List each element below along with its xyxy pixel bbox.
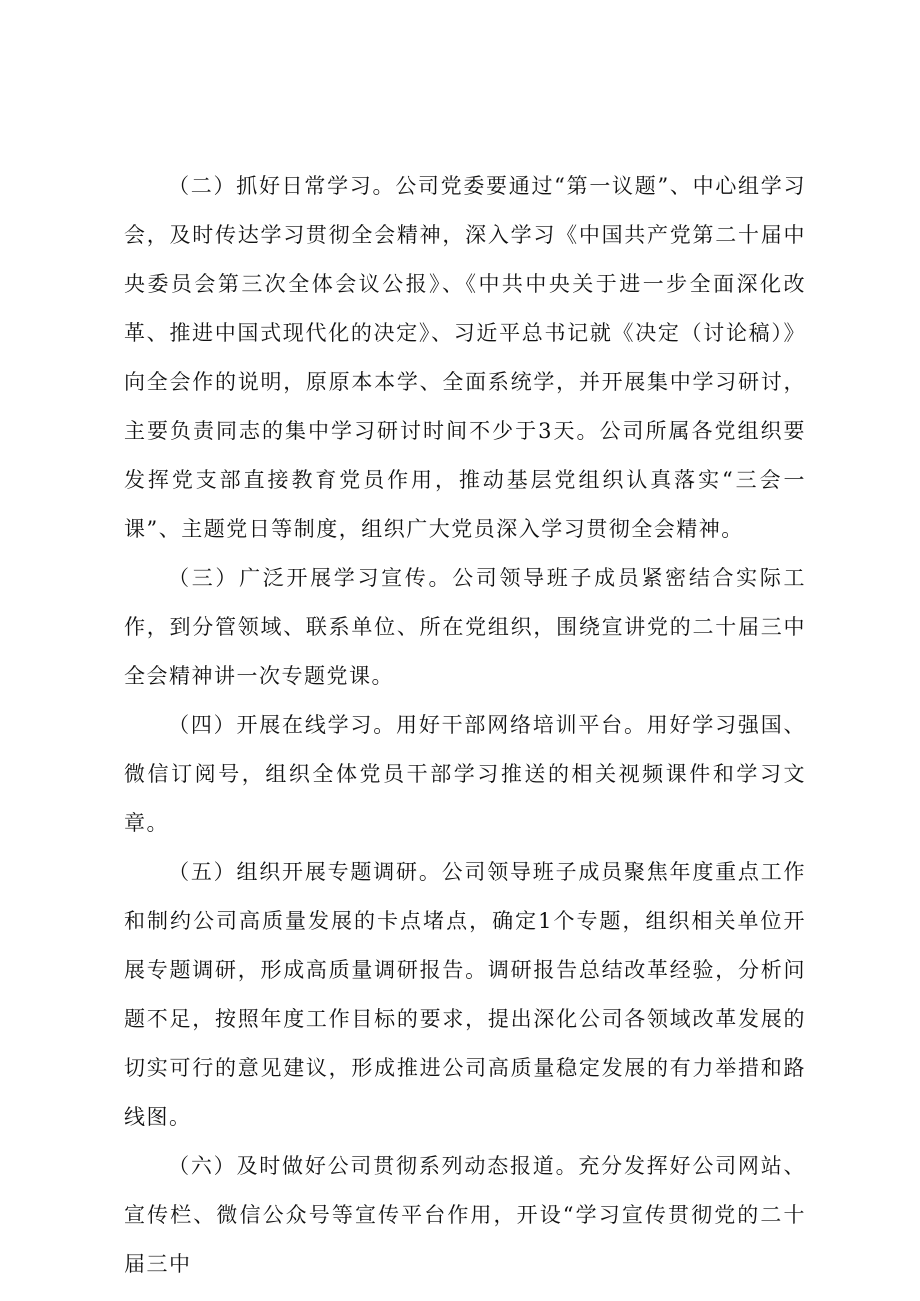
paragraph-news-coverage: （六）及时做好公司贯彻系列动态报道。充分发挥好公司网站、宣传栏、微信公众号等宣传平台作用，开设“学习宣传贯彻党的二十届三中	[124, 1154, 806, 1276]
document-body	[124, 162, 806, 1289]
paragraph-study-publicity: （三）广泛开展学习宣传。公司领导班子成员紧密结合实际工作，到分管领域、联系单位、所在党组织，围绕宣讲党的二十届三中全会精神讲一次专题党课。	[124, 566, 806, 688]
paragraph-daily-study: （二）抓好日常学习。公司党委要通过“第一议题”、中心组学习会，及时传达学习贯彻全会精神，深入学习《中国共产党第二十届中央委员会第三次全体会议公报》、《中共中央关于进一步全面深化改革、推进中国式现代化的决定》、习近平总书记就《决定（讨论稿）》向全会作的说明，原原本本学、全面系统学，并开展集中学习研讨，主要负责同志的集中学习研讨时间不少于3天。公司所属各党组织要发挥党支部直接教育党员作用，推动基层党组织认真落实“三会一课”、主题党日等制度，组织广大党员深入学习贯彻全会精神。	[124, 174, 806, 541]
paragraph-special-research: （五）组织开展专题调研。公司领导班子成员聚焦年度重点工作和制约公司高质量发展的卡点堵点，确定1个专题，组织相关单位开展专题调研，形成高质量调研报告。调研报告总结改革经验，分析问题不足，按照年度工作目标的要求，提出深化公司各领域改革发展的切实可行的意见建议，形成推进公司高质量稳定发展的有力举措和路线图。	[124, 860, 806, 1129]
paragraph-online-study: （四）开展在线学习。用好干部网络培训平台。用好学习强国、微信订阅号，组织全体党员干部学习推送的相关视频课件和学习文章。	[124, 713, 806, 835]
